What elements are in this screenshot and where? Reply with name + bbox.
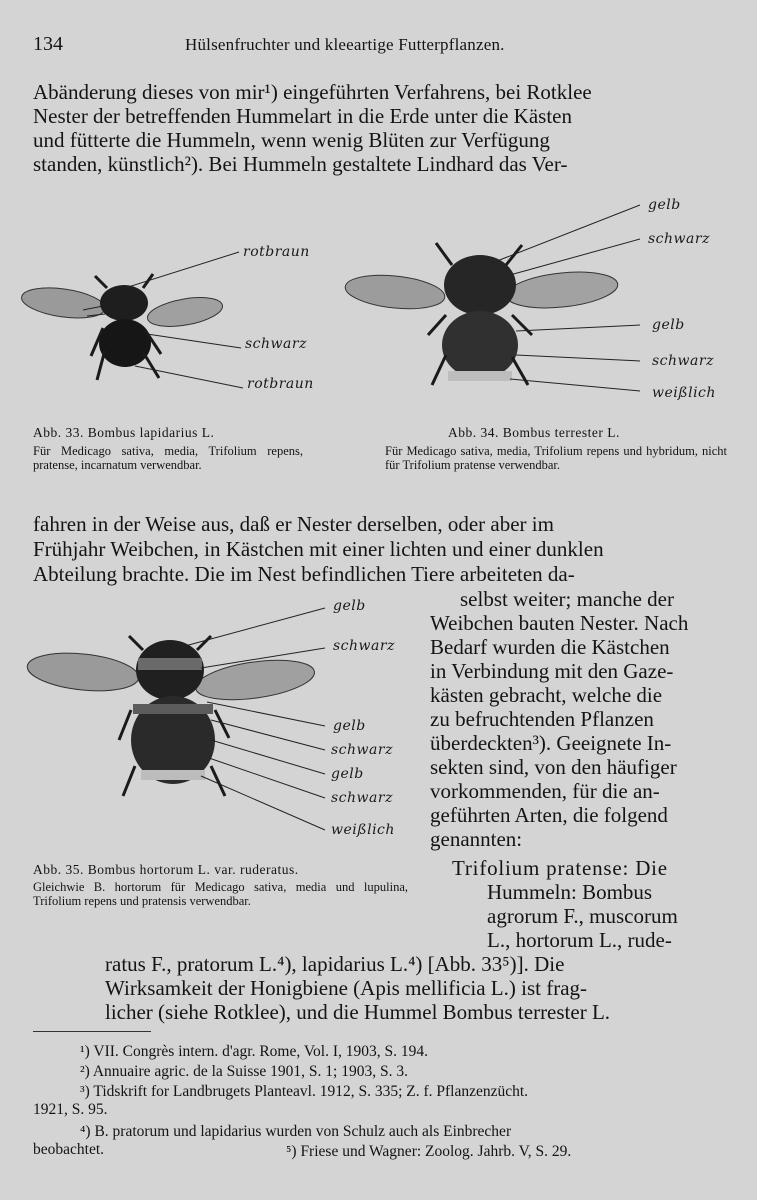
figure-35-illustration bbox=[25, 590, 425, 840]
label-rotbraun: rotbraun bbox=[247, 376, 314, 392]
text-line: fahren in der Weise aus, daß er Nester derselben, oder aber im bbox=[33, 512, 554, 536]
figure-34-caption-title: Abb. 34. Bombus terrester L. bbox=[448, 425, 620, 440]
label-schwarz: schwarz bbox=[245, 336, 307, 352]
label-schwarz: schwarz bbox=[331, 742, 393, 758]
text-line: in Verbindung mit den Gaze- bbox=[430, 659, 674, 683]
label-weisslich: weißlich bbox=[331, 822, 395, 838]
label-gelb: gelb bbox=[331, 766, 364, 782]
text-line: Bedarf wurden die Kästchen bbox=[430, 635, 670, 659]
footnote: beobachtet. bbox=[33, 1141, 105, 1158]
figure-34-illustration bbox=[340, 195, 740, 405]
text-line: Trifolium pratense: Die bbox=[452, 856, 668, 880]
thorax bbox=[100, 285, 148, 321]
figure-35-caption-title: Abb. 35. Bombus hortorum L. var. ruderatus. bbox=[33, 862, 299, 877]
abdomen-band bbox=[133, 704, 213, 714]
figure-33-caption-title: Abb. 33. Bombus lapidarius L. bbox=[33, 425, 215, 440]
figure-35-caption-body: Gleichwie B. hortorum für Medicago sativa, media und lupulina, Trifolium repens und pratensis verwendbar. bbox=[33, 880, 408, 908]
text-line: L., hortorum L., rude- bbox=[487, 928, 672, 952]
footnote: ⁵) Friese und Wagner: Zoolog. Jahrb. V, S. 29. bbox=[286, 1143, 572, 1160]
text-line: agrorum F., muscorum bbox=[487, 904, 678, 928]
text-line: licher (siehe Rotklee), und die Hummel Bombus terrester L. bbox=[105, 1000, 611, 1024]
right-wing bbox=[145, 293, 224, 332]
text-line: Weibchen bauten Nester. Nach bbox=[430, 611, 689, 635]
text-line: Abänderung dieses von mir¹) eingeführten Verfahrens, bei Rotklee bbox=[33, 80, 592, 104]
label-weisslich: weißlich bbox=[652, 385, 716, 401]
abdomen bbox=[442, 311, 518, 379]
footnote: ⁴) B. pratorum und lapidarius wurden von Schulz auch als Einbrecher bbox=[80, 1123, 512, 1140]
text-line: genannten: bbox=[430, 827, 523, 851]
abdomen bbox=[99, 319, 151, 367]
label-gelb: gelb bbox=[333, 598, 366, 614]
footnote: 1921, S. 95. bbox=[33, 1101, 108, 1118]
footnote-rule bbox=[33, 1031, 151, 1032]
right-wing bbox=[505, 267, 620, 313]
text-line: Wirksamkeit der Honigbiene (Apis mellificia L.) ist frag- bbox=[105, 976, 588, 1000]
text-line: Hummeln: Bombus bbox=[487, 880, 653, 904]
label-schwarz: schwarz bbox=[652, 353, 714, 369]
footnote: ³) Tidskrift for Landbrugets Planteavl. 1912, S. 335; Z. f. Pflanzenzücht. bbox=[80, 1083, 529, 1100]
label-gelb: gelb bbox=[333, 718, 366, 734]
text-line: geführten Arten, die folgend bbox=[430, 803, 668, 827]
text-line: sekten sind, von den häufiger bbox=[430, 755, 677, 779]
text-line: und fütterte die Hummeln, wenn wenig Blüten zur Verfügung bbox=[33, 128, 550, 152]
page-number: 134 bbox=[33, 33, 63, 55]
label-schwarz: schwarz bbox=[333, 638, 395, 654]
figure-33-illustration bbox=[25, 238, 345, 398]
footnote: ¹) VII. Congrès intern. d'agr. Rome, Vol. I, 1903, S. 194. bbox=[80, 1043, 428, 1060]
white-tail bbox=[448, 371, 512, 381]
text-line: Abteilung brachte. Die im Nest befindlichen Tiere arbeiteten da- bbox=[33, 562, 575, 586]
label-schwarz: schwarz bbox=[648, 231, 710, 247]
figure-33-caption-body: Für Medicago sativa, media, Trifolium repens, pratense, incarnatum verwendbar. bbox=[33, 444, 303, 472]
label-gelb: gelb bbox=[652, 317, 685, 333]
left-wing bbox=[344, 271, 447, 313]
text-line: ratus F., pratorum L.⁴), lapidarius L.⁴) [Abb. 33⁵)]. Die bbox=[105, 952, 565, 976]
text-line: standen, künstlich²). Bei Hummeln gestaltete Lindhard das Ver- bbox=[33, 152, 568, 176]
text-line: kästen gebracht, welche die bbox=[430, 683, 663, 707]
white-tail bbox=[141, 770, 205, 780]
left-wing bbox=[20, 283, 107, 322]
label-schwarz: schwarz bbox=[331, 790, 393, 806]
left-wing bbox=[25, 648, 140, 696]
text-line: überdeckten³). Geeignete In- bbox=[430, 731, 672, 755]
thorax-band bbox=[138, 658, 202, 670]
footnote: ²) Annuaire agric. de la Suisse 1901, S. 1; 1903, S. 3. bbox=[80, 1063, 408, 1080]
running-header: Hülsenfruchter und kleeartige Futterpflanzen. bbox=[185, 35, 505, 54]
text-line: selbst weiter; manche der bbox=[460, 587, 674, 611]
right-wing bbox=[193, 654, 317, 706]
text-line: Frühjahr Weibchen, in Kästchen mit einer lichten und einer dunklen bbox=[33, 537, 604, 561]
label-rotbraun: rotbraun bbox=[243, 244, 310, 260]
text-line: Nester der betreffenden Hummelart in die Erde unter die Kästen bbox=[33, 104, 572, 128]
text-line: vorkommenden, für die an- bbox=[430, 779, 660, 803]
text-line: zu befruchtenden Pflanzen bbox=[430, 707, 654, 731]
label-gelb: gelb bbox=[648, 197, 681, 213]
figure-34-caption-body: Für Medicago sativa, media, Trifolium repens und hybridum, nicht für Trifolium pratense verwendbar. bbox=[385, 444, 727, 472]
